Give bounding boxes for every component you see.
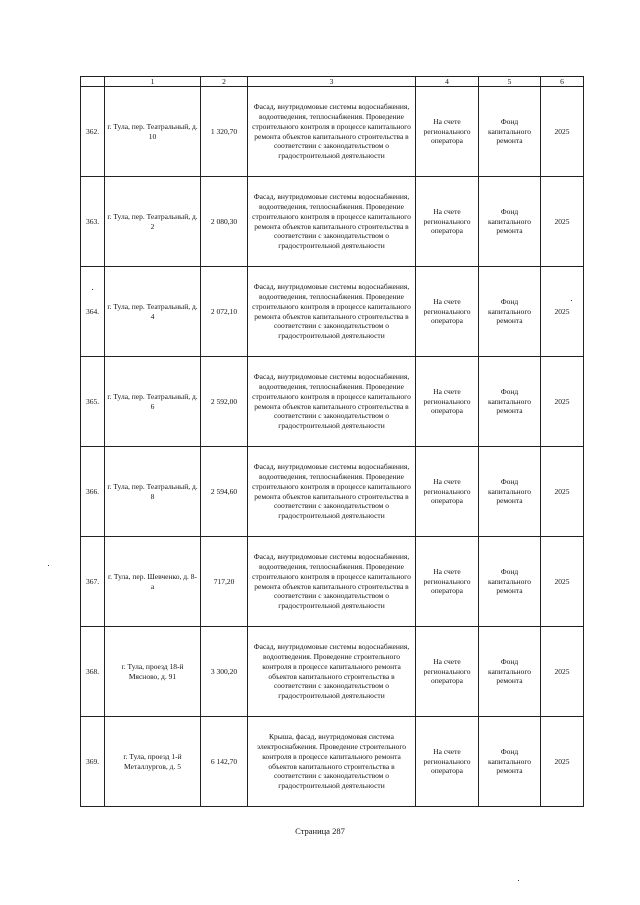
- page-number: Страница 287: [295, 826, 345, 836]
- table-row: [81, 627, 584, 717]
- area-cell: 2 594,60: [201, 447, 248, 537]
- scan-speck: [571, 300, 572, 301]
- works-cell: Фасад, внутридомовые системы водоснабжения, водоотведения, теплоснабжения. Проведение строительного контроля в процессе капитального ремонта объектов капитального строительства в соответствии с законодательством о градостроительной деятельности: [248, 87, 416, 177]
- row-number: 364.: [81, 267, 105, 357]
- funding-source-cell: На счете регионального оператора: [416, 357, 479, 447]
- scan-speck: [48, 565, 49, 566]
- column-number-1: 1: [105, 77, 201, 87]
- works-cell: Фасад, внутридомовые системы водоснабжения, водоотведения, теплоснабжения. Проведение строительного контроля в процессе капитального ремонта объектов капитального строительства в соответствии с законодательством о градостроительной деятельности: [248, 177, 416, 267]
- fund-cell: Фонд капитального ремонта: [479, 177, 541, 267]
- table-row: [81, 177, 584, 267]
- works-cell: Фасад, внутридомовые системы водоснабжения, водоотведения, теплоснабжения. Проведение строительного контроля в процессе капитального ремонта объектов капитального строительства в соответствии с законодательством о градостроительной деятельности: [248, 537, 416, 627]
- funding-source-cell: На счете регионального оператора: [416, 447, 479, 537]
- funding-source-cell: На счете регионального оператора: [416, 177, 479, 267]
- area-cell: 3 300,20: [201, 627, 248, 717]
- column-number-4: 4: [416, 77, 479, 87]
- address-cell: г. Тула, пер. Театральный, д. 4: [105, 267, 201, 357]
- fund-cell: Фонд капитального ремонта: [479, 267, 541, 357]
- works-cell: Крыша, фасад, внутридомовая система электроснабжения. Проведение строительного контроля в процессе капитального ремонта объектов капитального строительства в соответствии с законодательством о градостроительной деятельности: [248, 717, 416, 807]
- area-cell: 2 080,30: [201, 177, 248, 267]
- works-cell: Фасад, внутридомовые системы водоснабжения, водоотведения. Проведение строительного контроля в процессе капитального ремонта объектов капитального строительства в соответствии с законодательством о градостроительной деятельности: [248, 627, 416, 717]
- table-row: [81, 357, 584, 447]
- works-cell: Фасад, внутридомовые системы водоснабжения, водоотведения, теплоснабжения. Проведение строительного контроля в процессе капитального ремонта объектов капитального строительства в соответствии с законодательством о градостроительной деятельности: [248, 357, 416, 447]
- year-cell: 2025: [541, 447, 584, 537]
- area-cell: 6 142,70: [201, 717, 248, 807]
- repair-schedule-table: [80, 76, 584, 807]
- funding-source-cell: На счете регионального оператора: [416, 87, 479, 177]
- row-number: 369.: [81, 717, 105, 807]
- table-row: [81, 537, 584, 627]
- funding-source-cell: На счете регионального оператора: [416, 267, 479, 357]
- row-number: 365.: [81, 357, 105, 447]
- fund-cell: Фонд капитального ремонта: [479, 447, 541, 537]
- row-number: 362.: [81, 87, 105, 177]
- area-cell: 717,20: [201, 537, 248, 627]
- column-number-2: 2: [201, 77, 248, 87]
- address-cell: г. Тула, пер. Театральный, д. 2: [105, 177, 201, 267]
- row-number: 368.: [81, 627, 105, 717]
- address-cell: г. Тула, пер. Театральный, д. 8: [105, 447, 201, 537]
- row-number: 363.: [81, 177, 105, 267]
- works-cell: Фасад, внутридомовые системы водоснабжения, водоотведения, теплоснабжения. Проведение строительного контроля в процессе капитального ремонта объектов капитального строительства в соответствии с законодательством о градостроительной деятельности: [248, 447, 416, 537]
- area-cell: 2 072,10: [201, 267, 248, 357]
- table-row: [81, 87, 584, 177]
- scan-speck: [518, 880, 519, 881]
- address-cell: г. Тула, пер. Шевченко, д. 8-а: [105, 537, 201, 627]
- year-cell: 2025: [541, 177, 584, 267]
- column-number-5: 5: [479, 77, 541, 87]
- funding-source-cell: На счете регионального оператора: [416, 627, 479, 717]
- row-number: 366.: [81, 447, 105, 537]
- address-cell: г. Тула, пер. Театральный, д. 6: [105, 357, 201, 447]
- column-number-6: 6: [541, 77, 584, 87]
- scan-speck: [92, 289, 93, 290]
- table-row: [81, 447, 584, 537]
- year-cell: 2025: [541, 537, 584, 627]
- address-cell: г. Тула, проезд 1-й Металлургов, д. 5: [105, 717, 201, 807]
- table-row: [81, 717, 584, 807]
- row-number: 367.: [81, 537, 105, 627]
- address-cell: г. Тула, пер. Театральный, д. 10: [105, 87, 201, 177]
- year-cell: 2025: [541, 87, 584, 177]
- fund-cell: Фонд капитального ремонта: [479, 87, 541, 177]
- year-cell: 2025: [541, 627, 584, 717]
- area-cell: 2 592,00: [201, 357, 248, 447]
- works-cell: Фасад, внутридомовые системы водоснабжения, водоотведения, теплоснабжения. Проведение строительного контроля в процессе капитального ремонта объектов капитального строительства в соответствии с законодательством о градостроительной деятельности: [248, 267, 416, 357]
- year-cell: 2025: [541, 717, 584, 807]
- funding-source-cell: На счете регионального оператора: [416, 537, 479, 627]
- fund-cell: Фонд капитального ремонта: [479, 627, 541, 717]
- column-number-3: 3: [248, 77, 416, 87]
- area-cell: 1 320,70: [201, 87, 248, 177]
- table-body: [81, 77, 584, 807]
- year-cell: 2025: [541, 267, 584, 357]
- address-cell: г. Тула, проезд 18-й Мясново, д. 91: [105, 627, 201, 717]
- year-cell: 2025: [541, 357, 584, 447]
- column-number-blank: [81, 77, 105, 87]
- column-number-row: [81, 77, 584, 87]
- table-row: [81, 267, 584, 357]
- funding-source-cell: На счете регионального оператора: [416, 717, 479, 807]
- fund-cell: Фонд капитального ремонта: [479, 357, 541, 447]
- fund-cell: Фонд капитального ремонта: [479, 717, 541, 807]
- fund-cell: Фонд капитального ремонта: [479, 537, 541, 627]
